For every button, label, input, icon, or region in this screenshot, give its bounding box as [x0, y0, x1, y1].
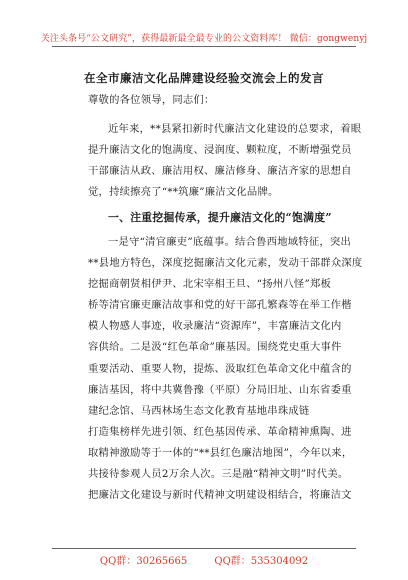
intro-line: 提升廉洁文化的饱满度、浸润度、颗粒度，不断增强党员: [88, 144, 352, 157]
body-line: 容供给。二是汲“红色革命”廉基因。围绕党史重大事件: [88, 341, 342, 354]
salutation: 尊敬的各位领导，同志们：: [88, 94, 215, 106]
body-line: 取精神激励等于一体的“**县红色廉洁地图”，今年以来，: [88, 446, 353, 459]
body-line: 重要活动、重要人物，提炼、汲取红色革命文化中蕴含的: [88, 362, 352, 375]
body-line: 桥等清官廉吏廉洁故事和党的好干部孔繁森等在举工作楷: [88, 299, 352, 312]
body-line: 一是守“清官廉吏”底蕴事。结合鲁西地域特征，突出: [108, 236, 352, 248]
section-heading-1: 一、注重挖掘传承，提升廉洁文化的“饱满度”: [108, 211, 332, 224]
footer-qq-group-1: QQ群：30265665: [99, 556, 188, 567]
body-line: 廉洁基因，将中共冀鲁豫（平原）分局旧址、山东省委重: [88, 383, 352, 396]
body-line: **县地方特色，深度挖掘廉洁文化元素，发动干部群众深度: [88, 257, 363, 270]
header-divider: [52, 46, 356, 47]
footer-divider: [52, 548, 356, 549]
body-line: 把廉洁文化建设与新时代精神文明建设相结合，将廉洁文: [88, 489, 352, 502]
footer: [0, 552, 408, 567]
intro-line: 近年来，**县紧扣新时代廉洁文化建设的总要求，着眼: [108, 123, 362, 135]
intro-paragraph: [88, 119, 362, 203]
body-line: 模人物感人事迹，收录廉洁“资源库”，丰富廉洁文化内: [88, 320, 342, 333]
intro-line: 觉，持续擦亮了“**筑廉”廉洁文化品牌。: [88, 186, 279, 199]
intro-line: 干部廉洁从政、廉洁用权、廉洁修身、廉洁齐家的思想自: [88, 165, 352, 178]
document-title: 在全市廉洁文化品牌建设经验交流会上的发言: [84, 71, 324, 85]
header-note: 关注头条号“公文研究”，获得最新最全最专业的公文资料库！ 微信：gongwenyj: [40, 34, 368, 44]
body-line: 打造集榜样先进引领、红色基因传承、革命精神熏陶、进: [88, 425, 352, 438]
body-line: 建纪念馆、马西林场生态文化教育基地串珠成链: [88, 404, 310, 417]
footer-qq-group-2: QQ群：535304092: [214, 556, 309, 567]
section1-paragraph: [88, 232, 363, 506]
body-line: 挖掘商朝贤相伊尹、北宋宰相王旦、“扬州八怪”郑板: [88, 278, 332, 291]
body-line: 共接待参观人员2万余人次。三是融“精神文明”时代美。: [88, 468, 349, 481]
